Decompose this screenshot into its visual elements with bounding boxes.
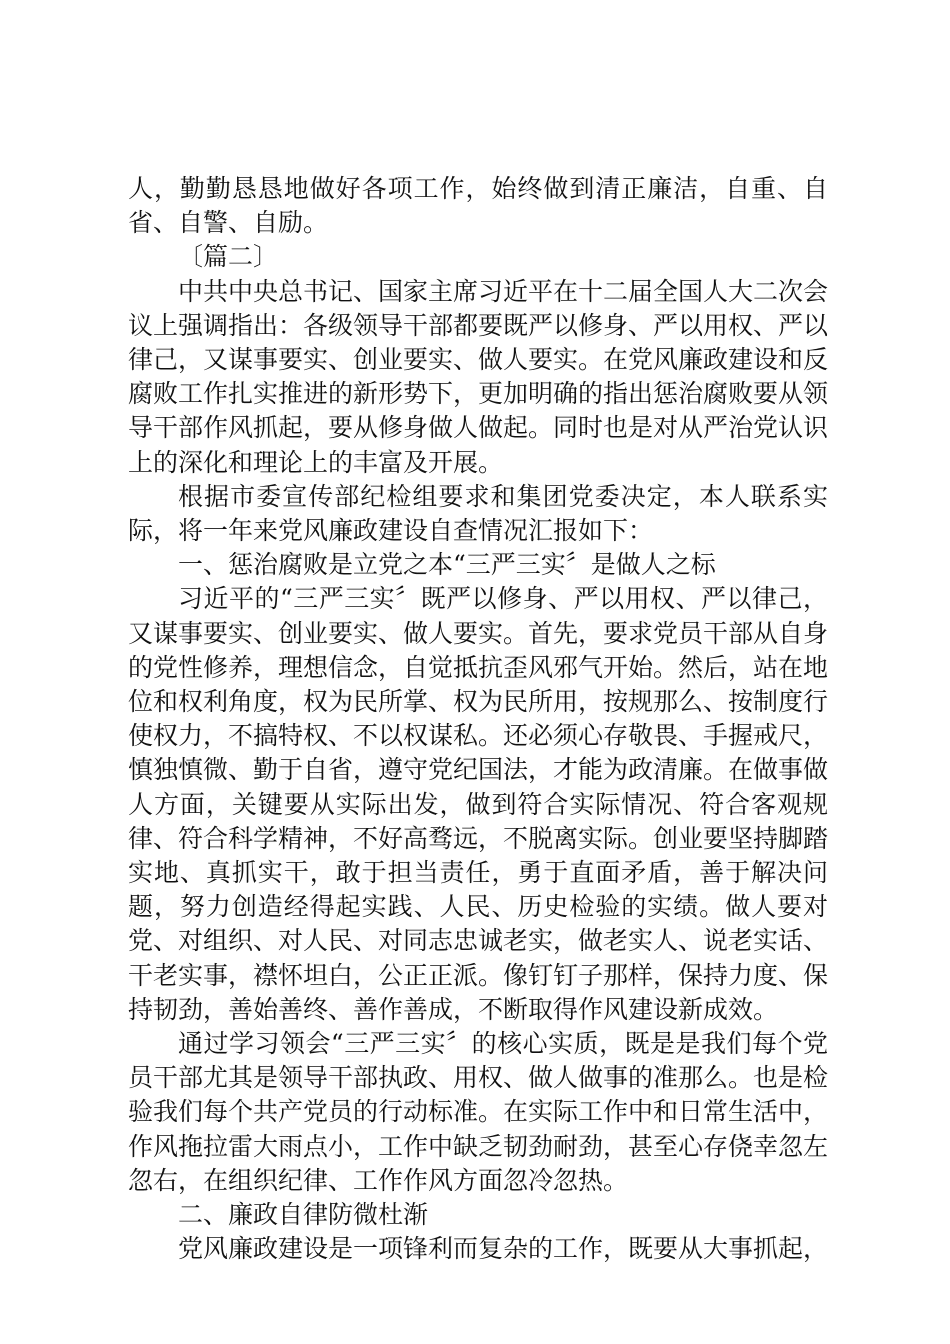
section-heading: 一、惩治腐败是立党之本“三严三实〞是做人之标: [178, 550, 716, 580]
paragraph: 根据市委宣传部纪检组要求和集团党委决定，本人联系实际，将一年来党风廉政建设自查情况汇报如下：: [128, 481, 828, 546]
paragraph: 党风廉政建设是一项锋利而复杂的工作，既要从大事抓起，: [178, 1234, 829, 1264]
section-marker: 〔篇二〕: [178, 242, 279, 272]
paragraph: 中共中央总书记、国家主席习近平在十二届全国人大二次会议上强调指出：各级领导干部都要既严以修身、严以用权、严以律己，又谋事要实、创业要实、做人要实。在党风廉政建设和反腐败工作扎实推进的新形势下，更加明确的指出惩治腐败要从领导干部作风抓起，要从修身做人做起。同时也是对从严治党认识上的深化和理论上的丰富及开展。: [128, 276, 829, 477]
paragraph: 人，勤勤恳恳地做好各项工作，始终做到清正廉洁，自重、自省、自警、自励。: [128, 174, 828, 238]
paragraph: 习近平的“三严三实〞既严以修身、严以用权、严以律己，又谋事要实、创业要实、做人要实。首先，要求党员干部从自身的党性修养，理想信念，自觉抵抗歪风邪气开始。然后，站在地位和权利角度，权为民所掌、权为民所用，按规那么、按制度行使权力，不搞特权、不以权谋私。还必须心存敬畏、手握戒尺，慎独慎微、勤于自省，遵守党纪国法，才能为政清廉。在做事做人方面，关键要从实际出发，做到符合实际情况、符合客观规律、符合科学精神，不好高骛远，不脱离实际。创业要坚持脚踏实地、真抓实干，敢于担当责任，勇于直面矛盾，善于解决问题，努力创造经得起实践、人民、历史检验的实绩。做人要对党、对组织、对人民、对同志忠诚老实，做老实人、说老实话、干老实事，襟怀坦白，公正正派。像钉钉子那样，保持力度、保持韧劲，善始善终、善作善成，不断取得作风建设新成效。: [128, 584, 829, 1024]
document-page: [128, 172, 828, 1267]
paragraph: 通过学习领会“三严三实〞的核心实质，既是是我们每个党员干部尤其是领导干部执政、用权、做人做事的准那么。也是检验我们每个共产党员的行动标准。在实际工作中和日常生活中，作风拖拉雷大雨点小，工作中缺乏韧劲耐劲，甚至心存侥幸忽左忽右，在组织纪律、工作作风方面忽冷忽热。: [128, 1029, 829, 1195]
section-heading: 二、廉政自律防微杜渐: [178, 1200, 429, 1230]
